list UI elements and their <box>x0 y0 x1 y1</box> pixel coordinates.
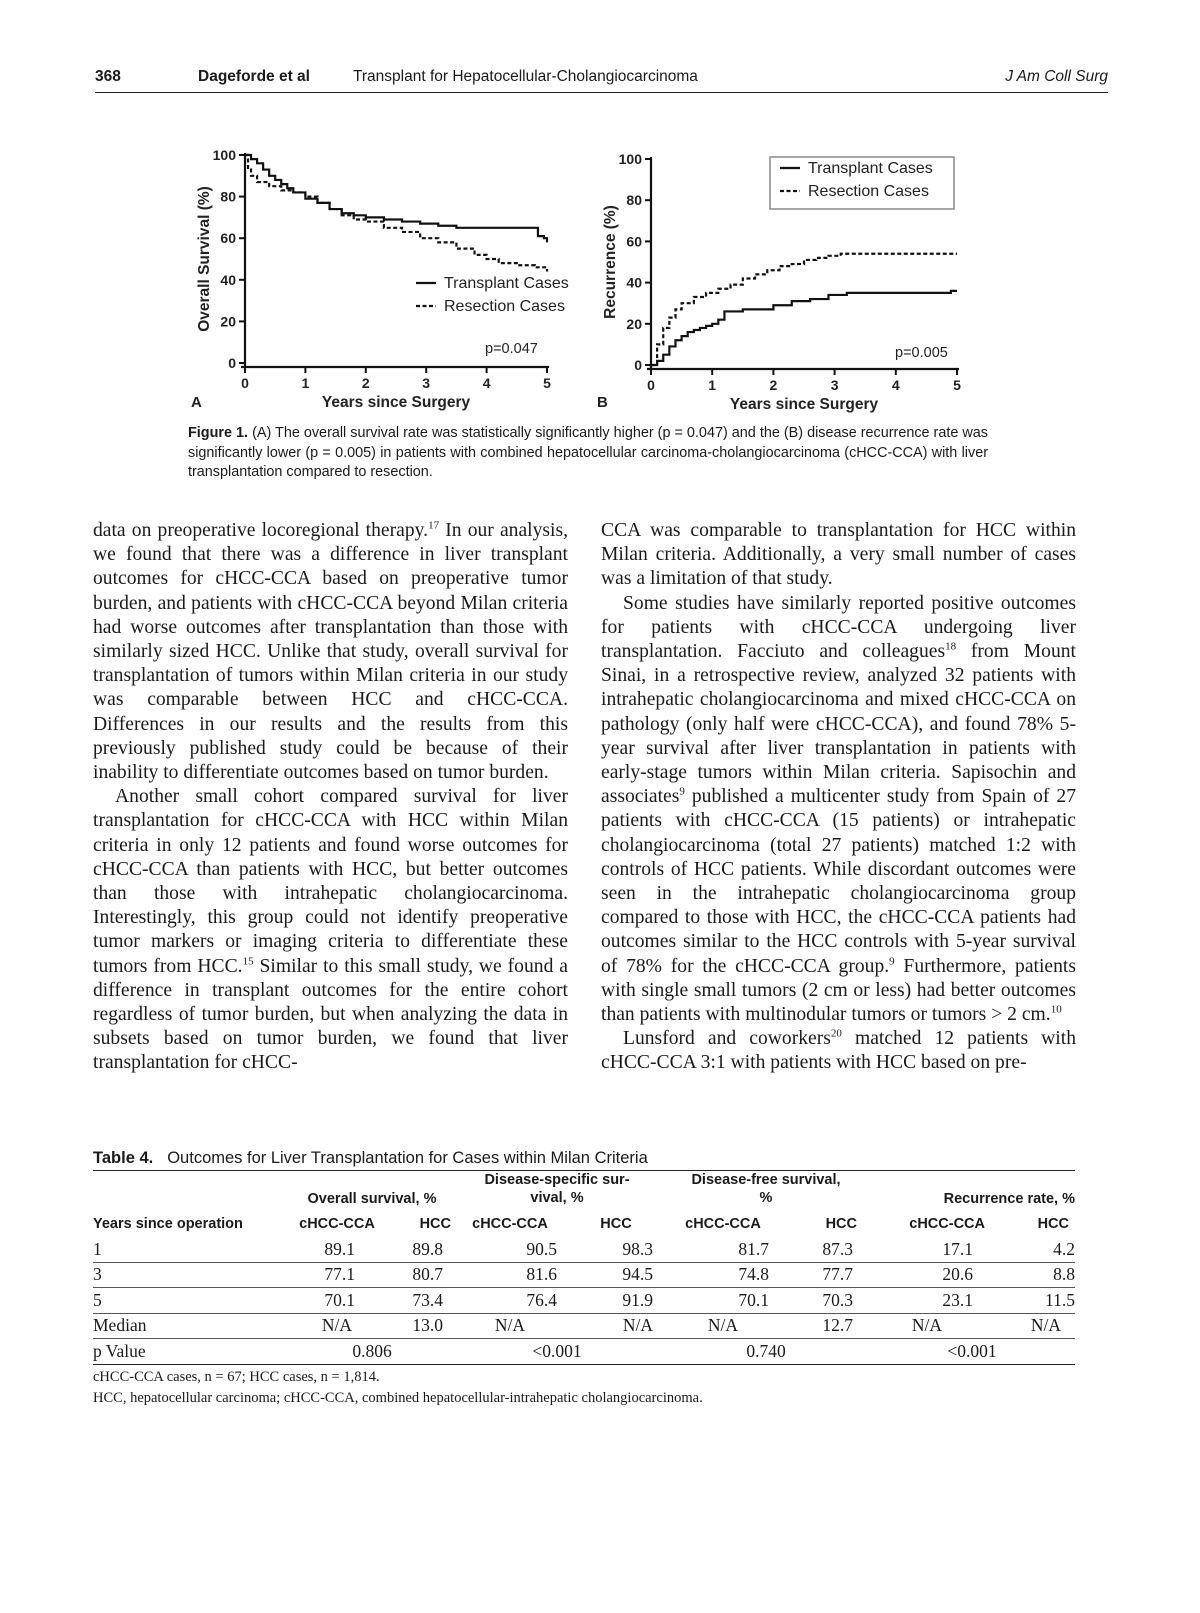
running-header <box>95 66 1108 93</box>
table-cell: 12.7 <box>783 1313 869 1339</box>
table-row <box>93 1237 1075 1262</box>
row-label: Median <box>93 1313 293 1339</box>
x-tick-label: 1 <box>708 377 717 393</box>
table-label: Table 4. <box>93 1149 154 1167</box>
citation-ref: 9 <box>679 785 685 798</box>
body-paragraph <box>601 1027 1076 1075</box>
body-text: matched 12 patients with cHCC-CCA 3:1 with patients with HCC based on pre- <box>601 1028 1076 1074</box>
th-years: Years since operation <box>93 1216 243 1232</box>
y-tick-label: 20 <box>220 313 236 330</box>
table-cell: 17.1 <box>869 1237 985 1262</box>
table-cell: 74.8 <box>663 1262 783 1288</box>
x-tick-label: 5 <box>543 375 551 391</box>
body-text: Another small cohort compared survival for liver transplantation for cHCC-CCA with HCC within Milan criteria in only 12 patients and found worse outcomes for cHCC-CCA than patients with HCC, but better outcomes than those with intrahepatic cholangiocarcinoma. Interestingly, this group could not identify preoperative tumor markers or imaging criteria to differentiate these tumors from HCC. <box>93 786 568 977</box>
table-cell: 91.9 <box>569 1288 663 1314</box>
legend-label: Transplant Cases <box>444 275 569 292</box>
body-column-right <box>601 519 1076 1076</box>
citation-ref: 18 <box>945 640 957 653</box>
table-title <box>93 1149 648 1168</box>
table-cell: 70.1 <box>293 1288 381 1314</box>
table-row <box>93 1288 1075 1314</box>
body-paragraph <box>93 785 568 1075</box>
citation-ref: 20 <box>830 1027 842 1040</box>
table-cell: 77.7 <box>783 1262 869 1288</box>
th-recurrence: Recurrence rate, % <box>943 1191 1075 1207</box>
table-cell: 89.8 <box>381 1237 451 1262</box>
table-cell: N/A <box>451 1313 569 1339</box>
x-tick-label: 3 <box>422 375 431 391</box>
x-tick-label: 3 <box>830 377 839 393</box>
table-cell: 4.2 <box>985 1237 1075 1262</box>
body-text: Similar to this small study, we found a difference in transplant outcomes for the entire cohort regardless of tumor burden, but when analyzing the data in subsets based on tumor burden, we found that liver transplantation for cHCC- <box>93 955 568 1074</box>
row-label: 3 <box>93 1262 293 1288</box>
body-text: published a multicenter study from Spain of 27 patients with cHCC-CCA (15 patients) or intrahepatic cholangiocarcinoma (total 27 patients) matched 1:2 with controls of HCC patients. While discordant outcomes were seen in the intrahepatic cholangiocarcinoma group compared to those with HCC, the cHCC-CCA patients had outcomes similar to the HCC controls with 5-year survival of 78% for the cHCC-CCA group. <box>601 786 1076 977</box>
figure-caption <box>188 424 988 483</box>
table-cell: 94.5 <box>569 1262 663 1288</box>
x-tick-label: 0 <box>647 377 655 393</box>
y-tick-label: 100 <box>212 147 236 163</box>
th-disease-specific: Disease-specific sur- vival, % <box>484 1172 630 1206</box>
y-tick-label: 0 <box>228 355 236 371</box>
y-axis-label: Overall Survival (%) <box>196 186 213 332</box>
th-sub: HCC <box>825 1216 857 1232</box>
x-axis-label: Years since Surgery <box>729 396 879 413</box>
th-sub: cHCC-CCA <box>909 1216 985 1232</box>
body-paragraph <box>93 519 568 785</box>
page-number: 368 <box>95 68 121 85</box>
table-cell: N/A <box>663 1313 783 1339</box>
y-tick-label: 0 <box>634 357 642 373</box>
table-4 <box>93 1170 1075 1365</box>
citation-ref: 10 <box>1050 1003 1062 1016</box>
series-line-transplant <box>245 155 547 242</box>
table-cell: 87.3 <box>783 1237 869 1262</box>
table-cell: 81.6 <box>451 1262 569 1288</box>
table-cell: 11.5 <box>985 1288 1075 1314</box>
body-column-left <box>93 519 568 1076</box>
body-text: Furthermore, patients with single small tumors (2 cm or less) had better outcomes than patients with multinodular tumors or tumors > 2 cm. <box>601 955 1076 1026</box>
body-text: data on preoperative locoregional therapy. <box>93 520 429 541</box>
table-footnotes <box>93 1367 703 1409</box>
table-cell: 76.4 <box>451 1288 569 1314</box>
table-cell: N/A <box>569 1313 663 1339</box>
table-cell: <0.001 <box>451 1339 663 1365</box>
y-tick-label: 60 <box>220 230 236 247</box>
table-cell: 89.1 <box>293 1237 381 1262</box>
y-tick-label: 100 <box>618 151 642 167</box>
table-row <box>93 1262 1075 1288</box>
legend-label: Resection Cases <box>808 183 929 200</box>
table-cell: 81.7 <box>663 1237 783 1262</box>
table-cell: 73.4 <box>381 1288 451 1314</box>
figure-1 <box>185 135 1005 425</box>
x-tick-label: 2 <box>769 377 778 393</box>
body-text: In our analysis, we found that there was a difference in liver transplant outcomes for cHCC-CCA based on preoperative tumor burden, and patients with cHCC-CCA beyond Milan criteria had worse outcomes after transplantation than those with similarly sized HCC. Unlike that study, overall survival for transplantation of tumors within Milan criteria in our study was comparable between HCC and cHCC-CCA. Differences in our results and the results from this previously published study could be because of their inability to differentiate outcomes based on tumor burden. <box>93 520 568 784</box>
table-cell: N/A <box>985 1313 1075 1339</box>
table-cell: 70.1 <box>663 1288 783 1314</box>
citation-ref: 9 <box>889 955 895 968</box>
x-axis-label: Years since Surgery <box>321 394 471 411</box>
table-cell: 90.5 <box>451 1237 569 1262</box>
table-footnote: HCC, hepatocellular carcinoma; cHCC-CCA, combined hepatocellular-intrahepatic cholangiocarcinoma. <box>93 1390 703 1406</box>
th-sub: HCC <box>419 1216 451 1232</box>
journal-name: J Am Coll Surg <box>1005 68 1108 85</box>
y-tick-label: 80 <box>626 192 642 209</box>
y-tick-label: 40 <box>220 271 236 288</box>
th-sub: cHCC-CCA <box>299 1216 375 1232</box>
x-tick-label: 1 <box>301 375 310 391</box>
table-row-pvalue <box>93 1339 1075 1365</box>
x-tick-label: 2 <box>361 375 370 391</box>
y-tick-label: 80 <box>220 188 236 205</box>
body-text: Some studies have similarly reported positive outcomes for patients with cHCC-CCA undergoing liver transplantation. Facciuto and colleagues <box>601 592 1076 663</box>
series-line-resection <box>245 155 547 271</box>
table-cell: 23.1 <box>869 1288 985 1314</box>
citation-ref: 17 <box>428 519 440 532</box>
x-tick-label: 5 <box>953 377 961 393</box>
panel-label: A <box>191 394 202 411</box>
legend-label: Transplant Cases <box>808 160 933 177</box>
body-text: from Mount Sinai, in a retrospective review, analyzed 32 patients with intrahepatic cholangiocarcinoma and mixed cHCC-CCA on pathology (only half were cHCC-CCA), and found 78% 5-year survival after liver transplantation in patients with early-stage tumors within Milan criteria. Sapisochin and associates <box>601 641 1076 808</box>
th-disease-free: Disease-free survival, % <box>691 1172 841 1206</box>
body-paragraph <box>601 592 1076 1028</box>
p-value-annotation: p=0.047 <box>485 341 538 357</box>
th-sub: HCC <box>600 1216 632 1232</box>
body-text: CCA was comparable to transplantation for HCC within Milan criteria. Additionally, a very small number of cases was a limitation of that study. <box>601 520 1076 590</box>
th-sub: cHCC-CCA <box>472 1216 548 1232</box>
th-overall-survival: Overall survival, % <box>307 1191 437 1207</box>
table-cell: 8.8 <box>985 1262 1075 1288</box>
table-footnote: cHCC-CCA cases, n = 67; HCC cases, n = 1,814. <box>93 1369 380 1385</box>
table-cell: 0.740 <box>663 1339 869 1365</box>
x-tick-label: 4 <box>891 377 900 393</box>
y-tick-label: 20 <box>626 315 642 332</box>
figure-1-svg <box>185 135 1005 425</box>
table-cell: <0.001 <box>869 1339 1075 1365</box>
caption-text: (A) The overall survival rate was statistically significantly higher (p = 0.047) and the (B) disease recurrence rate was significantly lower (p = 0.005) in patients with combined hepatocellular carcinoma-cholangiocarcinoma (cHCC-CCA) with liver transplantation compared to resection. <box>188 425 988 480</box>
x-tick-label: 4 <box>482 375 491 391</box>
x-tick-label: 0 <box>241 375 249 391</box>
table-cell: 13.0 <box>381 1313 451 1339</box>
table-cell: 0.806 <box>293 1339 451 1365</box>
body-text: Lunsford and coworkers <box>623 1028 831 1050</box>
table-cell: N/A <box>293 1313 381 1339</box>
th-sub: cHCC-CCA <box>685 1216 761 1232</box>
table-row <box>93 1313 1075 1339</box>
row-label: 5 <box>93 1288 293 1314</box>
legend-label: Resection Cases <box>444 298 565 315</box>
table-cell: 77.1 <box>293 1262 381 1288</box>
running-title: Transplant for Hepatocellular-Cholangiocarcinoma <box>353 68 698 85</box>
y-axis-label: Recurrence (%) <box>602 205 619 319</box>
table-cell: 20.6 <box>869 1262 985 1288</box>
th-sub: HCC <box>1037 1216 1069 1232</box>
y-tick-label: 60 <box>626 233 642 250</box>
panel-label: B <box>597 394 608 411</box>
row-label: p Value <box>93 1339 293 1365</box>
y-tick-label: 40 <box>626 274 642 291</box>
table-cell: 98.3 <box>569 1237 663 1262</box>
table-cell: 80.7 <box>381 1262 451 1288</box>
table-caption: Outcomes for Liver Transplantation for Cases within Milan Criteria <box>167 1149 648 1167</box>
row-label: 1 <box>93 1237 293 1262</box>
p-value-annotation: p=0.005 <box>895 345 948 361</box>
citation-ref: 15 <box>242 955 254 968</box>
running-authors: Dageforde et al <box>198 68 310 85</box>
table-cell: 70.3 <box>783 1288 869 1314</box>
body-paragraph <box>601 519 1076 592</box>
table-cell: N/A <box>869 1313 985 1339</box>
caption-label: Figure 1. <box>188 425 249 441</box>
